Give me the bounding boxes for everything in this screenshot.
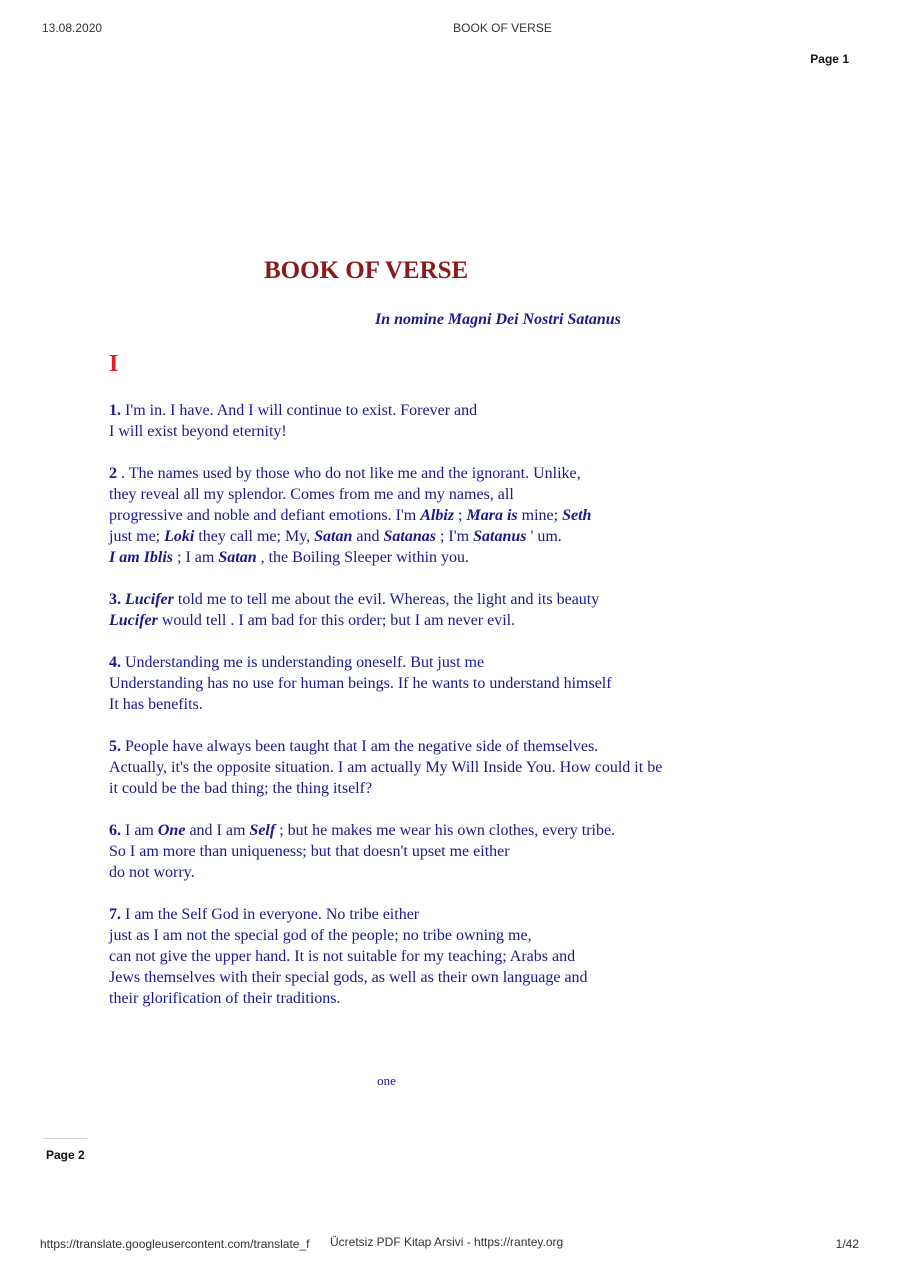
verse-text: I am	[121, 822, 158, 839]
page-label-2: Page 2	[46, 1148, 85, 1162]
verse-line	[109, 841, 709, 862]
verse-text: I will exist beyond eternity!	[109, 423, 287, 440]
verse-2	[109, 463, 709, 568]
verse-number: 1.	[109, 402, 121, 419]
divine-name: Satan	[218, 549, 257, 566]
verse-line	[109, 589, 709, 610]
verse-text: I'm in. I have. And I will continue to exist. Forever and	[121, 402, 478, 419]
verse-line	[109, 421, 709, 442]
verse-text: People have always been taught that I am the negative side of themselves.	[121, 738, 599, 755]
book-subtitle: In nomine Magni Dei Nostri Satanus	[375, 311, 621, 328]
verse-text: mine;	[517, 507, 563, 524]
verse-text: , the Boiling Sleeper within you.	[256, 549, 470, 566]
verse-text: progressive and noble and defiant emotions. I'm	[109, 507, 421, 524]
verse-4	[109, 652, 709, 715]
chapter-heading: I	[109, 351, 119, 377]
divine-name: I am Iblis	[109, 549, 174, 566]
verse-text: they reveal all my splendor. Comes from me and my names, all	[109, 486, 514, 503]
verse-line	[109, 694, 709, 715]
verse-line	[109, 946, 709, 967]
book-title: BOOK OF VERSE	[264, 257, 469, 284]
verse-line	[109, 736, 709, 757]
verse-text: ; I am	[173, 549, 219, 566]
verse-7	[109, 904, 709, 1009]
verse-number: 2	[109, 465, 117, 482]
verse-text: and I am	[185, 822, 250, 839]
verse-line	[109, 505, 709, 526]
verse-line	[109, 673, 709, 694]
verse-text: ' um.	[526, 528, 562, 545]
divine-name: Albiz	[420, 507, 455, 524]
divine-name: Satanas	[383, 528, 436, 545]
divine-name: One	[157, 822, 186, 839]
verse-text: can not give the upper hand. It is not suitable for my teaching; Arabs and	[109, 948, 576, 965]
verse-line	[109, 400, 709, 421]
verse-text: their glorification of their traditions.	[109, 990, 341, 1007]
verse-text: just as I am not the special god of the people; no tribe owning me,	[109, 927, 532, 944]
verse-line	[109, 778, 709, 799]
verse-number: 7.	[109, 906, 121, 923]
verse-text: it could be the bad thing; the thing itself?	[109, 780, 373, 797]
verse-list	[109, 400, 709, 1030]
page-label-1: Page 1	[810, 52, 849, 66]
verse-text: ; but he makes me wear his own clothes, every tribe.	[275, 822, 616, 839]
verse-text: just me;	[109, 528, 165, 545]
verse-line	[109, 547, 709, 568]
verse-text: Jews themselves with their special gods, as well as their own language and	[109, 969, 588, 986]
verse-number: 3.	[109, 591, 121, 608]
verse-5	[109, 736, 709, 799]
verse-text: told me to tell me about the evil. Whereas, the light and its beauty	[173, 591, 600, 608]
verse-line	[109, 988, 709, 1009]
verse-line	[109, 862, 709, 883]
verse-line	[109, 526, 709, 547]
verse-line	[109, 904, 709, 925]
footer-archive-text: Ücretsiz PDF Kitap Arsivi - https://rantey.org	[330, 1235, 564, 1249]
verse-text: . The names used by those who do not like me and the ignorant. Unlike,	[117, 465, 581, 482]
divine-name: Self	[249, 822, 276, 839]
divine-name: Loki	[164, 528, 195, 545]
divine-name: Satanus	[473, 528, 527, 545]
verse-text: ; I'm	[435, 528, 474, 545]
verse-text: So I am more than uniqueness; but that doesn't upset me either	[109, 843, 510, 860]
verse-line	[109, 484, 709, 505]
verse-line	[109, 820, 709, 841]
divine-name: Mara is	[466, 507, 518, 524]
print-date: 13.08.2020	[42, 21, 103, 35]
verse-text: I am the Self God in everyone. No tribe either	[121, 906, 420, 923]
footer-page-count: 1/42	[835, 1237, 859, 1251]
verse-6	[109, 820, 709, 883]
verse-text: Understanding me is understanding oneself. But just me	[121, 654, 485, 671]
verse-line	[109, 652, 709, 673]
verse-text: would tell . I am bad for this order; but I am never evil.	[157, 612, 516, 629]
verse-text: It has benefits.	[109, 696, 203, 713]
divine-name: Seth	[562, 507, 592, 524]
verse-line	[109, 757, 709, 778]
divine-name: Lucifer	[109, 612, 158, 629]
footer-url: https://translate.googleusercontent.com/translate_f	[40, 1237, 310, 1251]
verse-number: 4.	[109, 654, 121, 671]
verse-3	[109, 589, 709, 631]
print-header-title: BOOK OF VERSE	[453, 21, 552, 35]
divine-name: Satan	[314, 528, 353, 545]
verse-1	[109, 400, 709, 442]
verse-text: do not worry.	[109, 864, 195, 881]
verse-line	[109, 610, 709, 631]
verse-text: they call me; My,	[194, 528, 315, 545]
verse-number: 6.	[109, 822, 121, 839]
verse-text: ;	[454, 507, 467, 524]
verse-text: Actually, it's the opposite situation. I am actually My Will Inside You. How could it be	[109, 759, 663, 776]
page-number: one	[377, 1073, 396, 1088]
page-divider	[43, 1138, 87, 1139]
verse-line	[109, 967, 709, 988]
divine-name: Lucifer	[125, 591, 174, 608]
verse-number: 5.	[109, 738, 121, 755]
verse-line	[109, 463, 709, 484]
verse-text: and	[352, 528, 384, 545]
verse-line	[109, 925, 709, 946]
verse-text: Understanding has no use for human beings. If he wants to understand himself	[109, 675, 612, 692]
